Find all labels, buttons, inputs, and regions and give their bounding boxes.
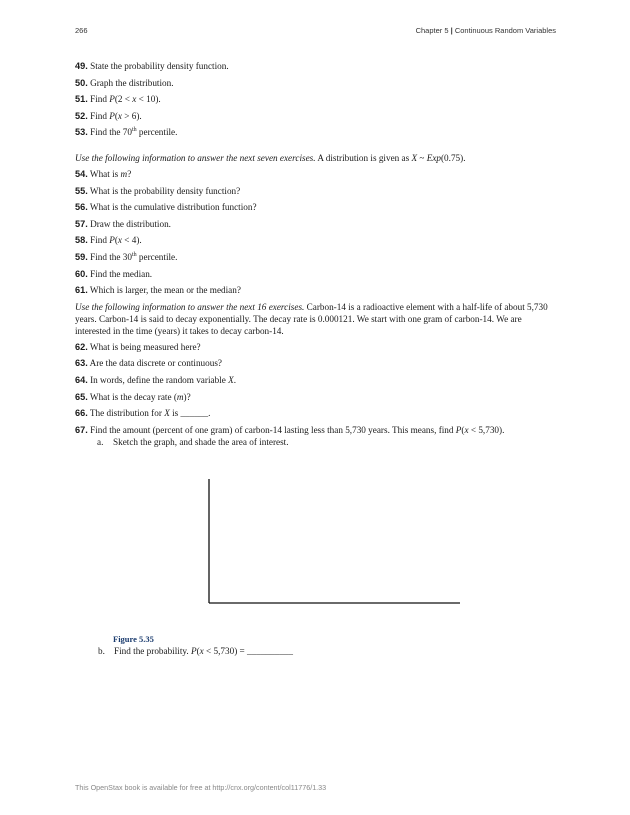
math-var: P: [455, 424, 462, 435]
exercise-text: (: [114, 235, 118, 246]
sub-question-a: [97, 436, 559, 448]
exercise-text: > 6).: [122, 110, 142, 121]
exercise-number: 65.: [75, 391, 88, 402]
exercise-52: [75, 110, 559, 122]
chapter-title: Continuous Random Variables: [454, 26, 556, 35]
figure-caption: Figure 5.35: [113, 634, 154, 644]
exercise-56: [75, 201, 559, 213]
exercise-text: What is the probability density function?: [89, 185, 241, 196]
sub-text: < 5,730) = __________: [203, 646, 293, 656]
instruction-text: Carbon-14 is a radioactive element with a half-life of about 5,730 years. Carbon-14 is said to decay exponentially. The decay rate is 0.000121. We start with one gram of carbon-14. We are interested in the time (years) it takes to decay carbon-14.: [75, 301, 548, 336]
exercise-58: [75, 234, 559, 246]
sub-question-b: [98, 646, 293, 656]
exercise-text: Find: [90, 235, 110, 246]
math-var: P: [109, 235, 115, 246]
page-number: 266: [75, 26, 88, 35]
math-var: P: [109, 110, 115, 121]
exercise-text: (2 <: [114, 94, 133, 105]
exercise-text: What is being measured here?: [89, 341, 201, 352]
exercise-50: [75, 77, 559, 89]
math-var: X: [228, 374, 234, 385]
exercise-text: < 4).: [122, 235, 142, 246]
exercise-55: [75, 185, 559, 197]
exercise-text: percentile.: [136, 251, 178, 262]
instruction-text: A distribution is given as: [315, 152, 412, 163]
instruction-paragraph: [75, 301, 559, 337]
instruction-italic: Use the following information to answer the next seven exercises.: [75, 152, 316, 163]
exercise-text: The distribution for: [89, 408, 165, 419]
instruction-italic: Use the following information to answer the next 16 exercises.: [75, 301, 305, 312]
exercise-text: Find: [90, 110, 110, 121]
page-footer: This OpenStax book is available for free at http://cnx.org/content/col11776/1.33: [75, 783, 327, 792]
sub-label: b.: [98, 646, 105, 656]
sub-label: a.: [97, 436, 104, 447]
exercise-text: Find the median.: [90, 268, 153, 279]
exercise-text: In words, define the random variable: [90, 374, 229, 385]
exercise-59: [75, 251, 559, 263]
exercise-text: State the probability density function.: [90, 61, 229, 71]
exercise-61: [75, 284, 559, 296]
exercise-text: Find the amount (percent of one gram) of carbon-14 lasting less than 5,730 years. This means, find: [90, 424, 456, 435]
exercise-text: ?: [127, 168, 132, 179]
exercise-64: [75, 374, 559, 386]
exercise-number: 62.: [75, 341, 88, 352]
exercise-text: Which is larger, the mean or the median?: [89, 285, 241, 296]
math-var: X: [164, 408, 170, 419]
math-var: x: [132, 94, 137, 105]
exercise-66: [75, 407, 559, 419]
exercise-62: [75, 341, 559, 353]
exercise-number: 52.: [75, 110, 88, 121]
superscript: th: [131, 127, 137, 134]
exercise-number: 51.: [75, 94, 88, 105]
exercise-57: [75, 218, 559, 230]
exercise-text: < 10).: [136, 94, 161, 105]
exercise-number: 56.: [75, 202, 88, 213]
header-separator: |: [450, 26, 453, 35]
exercise-text: Find the 70: [90, 127, 132, 138]
exercise-text: is ______.: [169, 408, 211, 419]
exercise-text: )?: [183, 391, 191, 402]
instruction-text: (0.75).: [441, 152, 466, 163]
math-var: x: [117, 235, 122, 246]
exercise-text: Are the data discrete or continuous?: [89, 358, 222, 369]
exercise-number: 60.: [75, 268, 88, 279]
superscript: th: [131, 251, 137, 258]
sub-text: Find the probability.: [114, 646, 191, 656]
running-header: [416, 26, 556, 35]
exercise-text: Find: [90, 94, 110, 105]
blank-graph-axes: [208, 479, 460, 604]
exercise-51: [75, 93, 559, 105]
exercise-text: What is the cumulative distribution function?: [89, 202, 257, 213]
exercise-60: [75, 268, 559, 280]
exercise-number: 50.: [75, 77, 88, 88]
exercise-number: 55.: [75, 185, 88, 196]
exercise-text: Draw the distribution.: [90, 218, 171, 229]
exercise-text: Find the 30: [90, 251, 132, 262]
exercise-number: 59.: [75, 251, 88, 262]
math-var: Exp: [426, 152, 441, 163]
exercise-text: What is the decay rate (: [89, 391, 177, 402]
math-var: X: [411, 152, 418, 163]
exercise-number: 58.: [75, 235, 88, 246]
math-var: x: [464, 424, 469, 435]
exercise-54: [75, 168, 559, 180]
math-var: P: [190, 646, 197, 656]
instruction-text: ~: [417, 152, 427, 163]
instruction-paragraph: [75, 152, 559, 164]
exercise-number: 64.: [75, 374, 88, 385]
exercise-text: .: [233, 374, 237, 385]
exercise-text: Graph the distribution.: [90, 77, 174, 88]
exercise-number: 67.: [75, 424, 88, 435]
exercise-number: 53.: [75, 127, 88, 138]
math-var: x: [117, 110, 122, 121]
math-var: P: [109, 94, 115, 105]
exercise-49: [75, 60, 559, 72]
sub-text: Sketch the graph, and shade the area of interest.: [113, 436, 289, 447]
exercise-number: 66.: [75, 408, 88, 419]
exercise-number: 57.: [75, 218, 88, 229]
exercise-number: 49.: [75, 61, 88, 71]
exercise-53: [75, 126, 559, 138]
exercise-number: 54.: [75, 168, 88, 179]
exercise-67: [75, 424, 559, 436]
exercise-text: (: [461, 424, 465, 435]
chapter-number: Chapter 5: [415, 26, 449, 35]
math-var: m: [176, 391, 184, 402]
exercise-text: (: [114, 110, 118, 121]
exercise-text: < 5,730).: [468, 424, 505, 435]
sub-text: (: [196, 646, 200, 656]
exercise-65: [75, 391, 559, 403]
exercise-63: [75, 357, 559, 369]
exercise-text: What is: [89, 168, 121, 179]
math-var: m: [120, 168, 128, 179]
math-var: x: [199, 646, 204, 656]
exercise-number: 61.: [75, 285, 88, 296]
exercise-number: 63.: [75, 358, 88, 369]
exercise-text: percentile.: [136, 127, 178, 138]
exercise-content: [75, 60, 559, 448]
